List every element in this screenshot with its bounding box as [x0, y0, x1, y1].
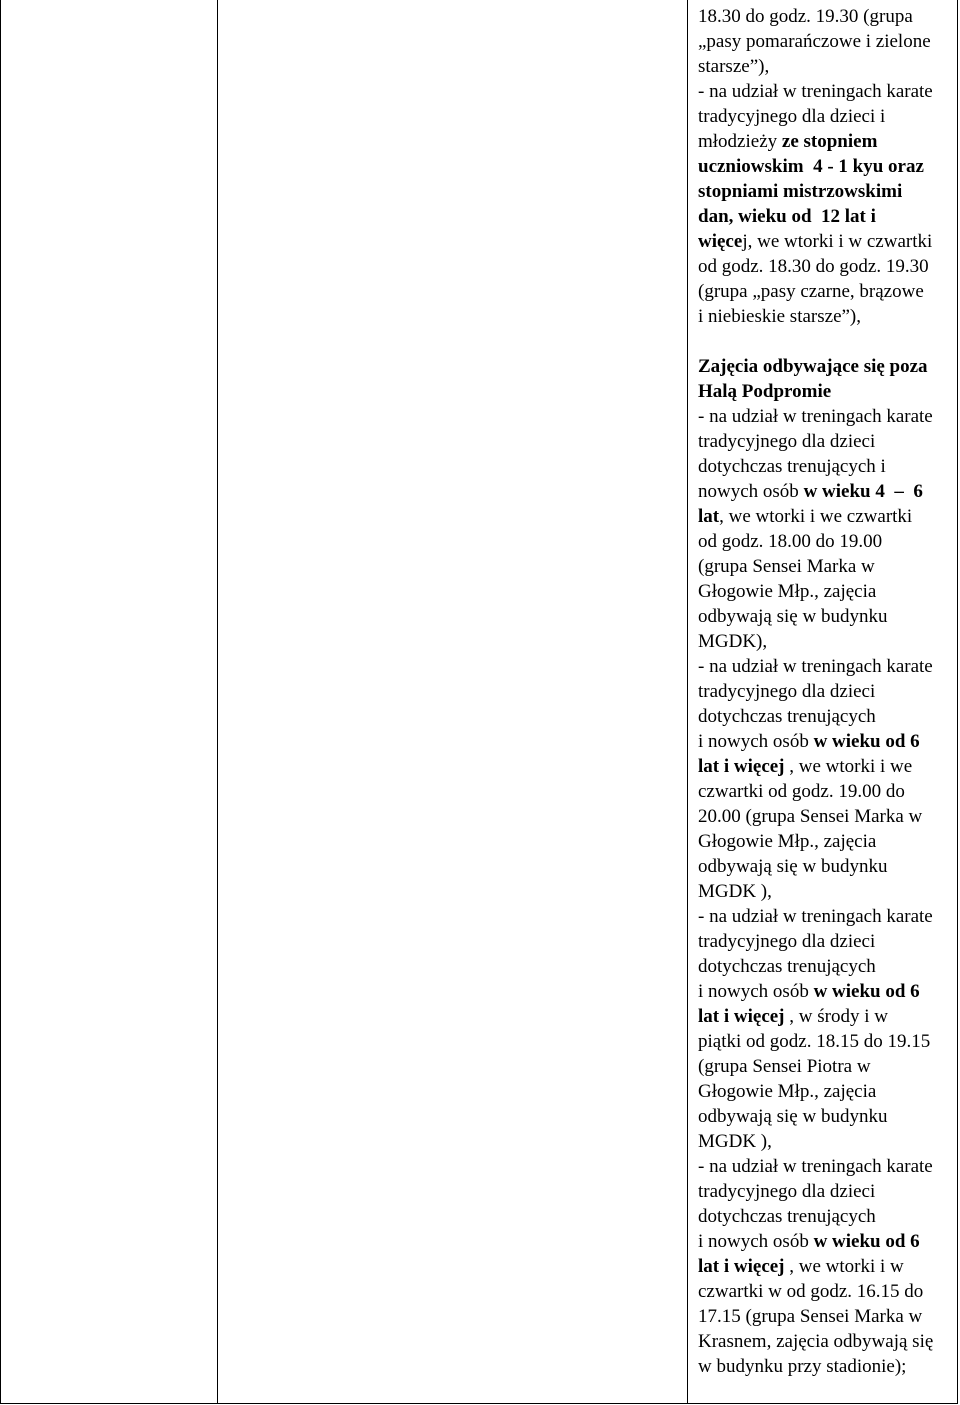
- text-run: Głogowie Młp., zajęcia: [698, 581, 877, 602]
- text-run: czwartki w od godz. 16.15 do: [698, 1281, 924, 1302]
- text-run: , we wtorki i we czwartki: [719, 506, 913, 527]
- text-line: [698, 304, 956, 329]
- text-run: 17.15 (grupa Sensei Marka w: [698, 1306, 923, 1327]
- text-line: [698, 504, 956, 529]
- text-line: [698, 1004, 956, 1029]
- text-line: [698, 679, 956, 704]
- text-run: tradycyjnego dla dzieci i: [698, 106, 886, 127]
- text-line: [698, 29, 956, 54]
- text-line: [698, 204, 956, 229]
- text-run: MGDK ),: [698, 1131, 772, 1152]
- text-line: [698, 554, 956, 579]
- text-line: [698, 129, 956, 154]
- text-run: - na udział w treningach karate: [698, 1156, 933, 1177]
- text-line: [698, 904, 956, 929]
- bold-text-run: w wieku 4 – 6: [803, 481, 923, 502]
- text-run: MGDK ),: [698, 881, 772, 902]
- text-line: [698, 1179, 956, 1204]
- bold-text-run: więce: [698, 231, 743, 252]
- text-line: [698, 729, 956, 754]
- text-line: [698, 804, 956, 829]
- text-line: [698, 879, 956, 904]
- text-run: i nowych osób: [698, 981, 814, 1002]
- paragraph-spacer: [698, 329, 956, 354]
- text-line: [698, 979, 956, 1004]
- text-run: tradycyjnego dla dzieci: [698, 681, 876, 702]
- text-run: młodzieży: [698, 131, 782, 152]
- text-line: [698, 1029, 956, 1054]
- text-line: [698, 154, 956, 179]
- bold-text-run: uczniowskim 4 - 1 kyu oraz: [698, 156, 924, 177]
- text-run: czwartki od godz. 19.00 do: [698, 781, 905, 802]
- text-run: i nowych osób: [698, 1231, 814, 1252]
- text-run: i niebieskie starsze”),: [698, 306, 862, 327]
- bold-text-run: lat i więcej: [698, 1006, 785, 1027]
- text-run: piątki od godz. 18.15 do 19.15: [698, 1031, 931, 1052]
- paragraph-intro-schedule: [698, 4, 956, 329]
- text-run: (grupa Sensei Marka w: [698, 556, 875, 577]
- text-line: [698, 1229, 956, 1254]
- bold-text-run: Zajęcia odbywające się poza: [698, 356, 928, 377]
- text-run: (grupa Sensei Piotra w: [698, 1056, 871, 1077]
- text-line: [698, 54, 956, 79]
- text-line: [698, 1354, 956, 1379]
- text-run: tradycyjnego dla dzieci: [698, 931, 876, 952]
- text-line: [698, 529, 956, 554]
- bold-text-run: dan, wieku od 12 lat i: [698, 206, 876, 227]
- text-run: odbywają się w budynku: [698, 856, 888, 877]
- text-run: , w środy i w: [784, 1006, 888, 1027]
- text-run: (grupa „pasy czarne, brązowe: [698, 281, 924, 302]
- text-run: w budynku przy stadionie);: [698, 1356, 907, 1377]
- text-line: [698, 1079, 956, 1104]
- text-line: [698, 1329, 956, 1354]
- text-run: od godz. 18.00 do 19.00: [698, 531, 883, 552]
- text-line: [698, 254, 956, 279]
- text-line: [698, 654, 956, 679]
- text-line: [698, 629, 956, 654]
- text-run: - na udział w treningach karate: [698, 906, 933, 927]
- text-run: Głogowie Młp., zajęcia: [698, 1081, 877, 1102]
- text-line: [698, 454, 956, 479]
- schedule-text-cell: [698, 4, 956, 1379]
- text-line: [698, 1254, 956, 1279]
- bold-text-run: lat i więcej: [698, 1256, 785, 1277]
- text-line: [698, 604, 956, 629]
- text-run: MGDK),: [698, 631, 768, 652]
- text-run: - na udział w treningach karate: [698, 406, 933, 427]
- bold-text-run: Halą Podpromie: [698, 381, 832, 402]
- text-line: [698, 1304, 956, 1329]
- text-run: odbywają się w budynku: [698, 606, 888, 627]
- text-run: 18.30 do godz. 19.30 (grupa: [698, 6, 913, 27]
- text-line: [698, 379, 956, 404]
- text-line: [698, 479, 956, 504]
- text-run: tradycyjnego dla dzieci: [698, 431, 876, 452]
- column-divider: [217, 0, 218, 1403]
- text-line: [698, 1279, 956, 1304]
- text-line: [698, 104, 956, 129]
- text-run: starsze”),: [698, 56, 770, 77]
- text-line: [698, 404, 956, 429]
- text-line: [698, 954, 956, 979]
- text-run: tradycyjnego dla dzieci: [698, 1181, 876, 1202]
- bold-text-run: ze stopniem: [781, 131, 878, 152]
- bold-text-run: w wieku od 6: [813, 731, 920, 752]
- text-line: [698, 854, 956, 879]
- text-line: [698, 704, 956, 729]
- text-run: 20.00 (grupa Sensei Marka w: [698, 806, 923, 827]
- text-run: od godz. 18.30 do godz. 19.30: [698, 256, 929, 277]
- column-divider: [687, 0, 688, 1403]
- text-line: [698, 1154, 956, 1179]
- text-line: [698, 579, 956, 604]
- text-line: [698, 79, 956, 104]
- text-run: , we wtorki i w: [784, 1256, 904, 1277]
- bold-text-run: w wieku od 6: [813, 981, 920, 1002]
- text-run: „pasy pomarańczowe i zielone: [698, 31, 931, 52]
- text-line: [698, 1204, 956, 1229]
- text-line: [698, 754, 956, 779]
- text-line: [698, 929, 956, 954]
- bold-text-run: lat: [698, 506, 720, 527]
- text-run: Głogowie Młp., zajęcia: [698, 831, 877, 852]
- text-line: [698, 1104, 956, 1129]
- paragraph-outside-hall-schedule: [698, 354, 956, 1379]
- text-line: [698, 779, 956, 804]
- text-run: dotychczas trenujących: [698, 956, 876, 977]
- bold-text-run: w wieku od 6: [813, 1231, 920, 1252]
- text-line: [698, 279, 956, 304]
- text-run: odbywają się w budynku: [698, 1106, 888, 1127]
- text-line: [698, 829, 956, 854]
- text-line: [698, 1129, 956, 1154]
- text-line: [698, 4, 956, 29]
- bold-text-run: lat i więcej: [698, 756, 785, 777]
- text-run: dotychczas trenujących: [698, 706, 876, 727]
- text-run: - na udział w treningach karate: [698, 81, 933, 102]
- text-run: dotychczas trenujących i: [698, 456, 886, 477]
- bold-text-run: stopniami mistrzowskimi: [698, 181, 903, 202]
- text-run: - na udział w treningach karate: [698, 656, 933, 677]
- text-line: [698, 1054, 956, 1079]
- text-line: [698, 429, 956, 454]
- text-line: [698, 229, 956, 254]
- text-run: dotychczas trenujących: [698, 1206, 876, 1227]
- text-run: nowych osób: [698, 481, 804, 502]
- text-run: j, we wtorki i w czwartki: [742, 231, 933, 252]
- text-line: [698, 354, 956, 379]
- text-run: , we wtorki i we: [784, 756, 913, 777]
- text-run: Krasnem, zajęcia odbywają się: [698, 1331, 934, 1352]
- text-line: [698, 179, 956, 204]
- text-run: i nowych osób: [698, 731, 814, 752]
